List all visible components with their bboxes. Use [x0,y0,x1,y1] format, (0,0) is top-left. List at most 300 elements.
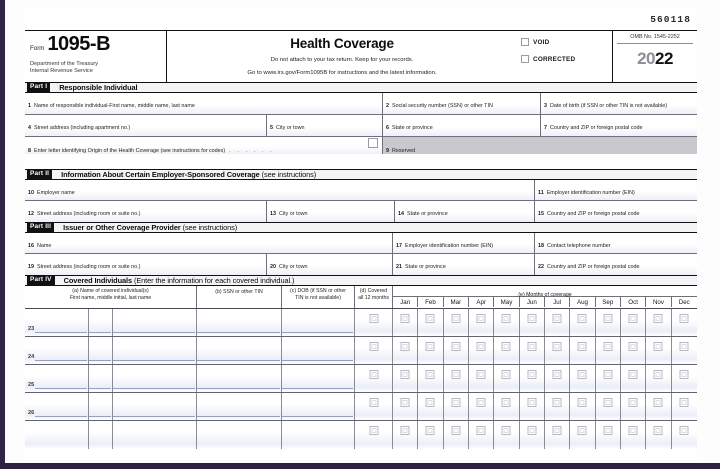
row-26-sep-checkbox[interactable] [603,398,612,407]
field-21[interactable] [393,254,535,275]
form-header [25,30,697,82]
form-subtitle-2: Go to www.irs.gov/Form1095B for instructions and the latest information. [247,70,437,76]
row-25-dob[interactable] [282,365,355,392]
row-26-sep[interactable] [596,393,621,420]
row-24-apr[interactable] [469,337,494,364]
row-24-apr-checkbox[interactable] [477,342,486,351]
row-26-jul-checkbox[interactable] [553,398,562,407]
field-1[interactable] [25,93,383,114]
row-24-dec-checkbox[interactable] [680,342,689,351]
row-23-jan[interactable] [393,309,418,336]
part1-tag: Part I [27,83,50,92]
row-23-oct-checkbox[interactable] [629,314,638,323]
row-23-jun-checkbox[interactable] [527,314,536,323]
field-11[interactable] [535,180,697,200]
row-23-covered-checkbox[interactable] [369,314,378,323]
row-23-ssn-line [197,332,280,333]
column-header-ssn: (b) SSN or other TIN [197,286,282,308]
row-26-jun-checkbox[interactable] [527,398,536,407]
row-23-jun[interactable] [520,309,545,336]
field-4[interactable] [25,115,267,136]
row-26-jul[interactable] [545,393,570,420]
row-24-name-first[interactable] [25,337,89,364]
row-23-may-checkbox[interactable] [502,314,511,323]
field-12[interactable] [25,201,267,222]
row-24-jul-checkbox[interactable] [553,342,562,351]
row-24-may-checkbox[interactable] [502,342,511,351]
row-partial-mar[interactable] [444,421,469,449]
row-26-ssn[interactable] [197,393,282,420]
row-partial-sep[interactable] [596,421,621,449]
column-header-covered-line1: (d) Covered [359,288,388,294]
tax-year [613,49,697,69]
row-25-apr[interactable] [469,365,494,392]
row-25-jul-checkbox[interactable] [553,370,562,379]
row-partial-oct-checkbox[interactable] [629,426,638,435]
row-23-apr[interactable] [469,309,494,336]
row-24-covered-checkbox[interactable] [369,342,378,351]
row-24-jun[interactable] [520,337,545,364]
field-8-label: Enter letter identifying Origin of the Health Coverage (see instructions for codes) [34,148,226,154]
field-3-number: 3 [544,103,547,109]
part2-title-note: (see instructions) [261,170,317,179]
month-header-apr: Apr [469,297,494,307]
row-26-dec[interactable] [672,393,697,420]
form-subtitle-1: Do not attach to your tax return. Keep for your records. [270,57,414,63]
column-header-dob-line2: TIN is not available) [295,294,341,301]
table-row [25,309,697,337]
row-25-may[interactable] [494,365,519,392]
part4-title-note: (Enter the information for each covered individual.) [133,276,295,285]
row-24-dob[interactable] [282,337,355,364]
table-row [25,365,697,393]
row-partial-dob[interactable] [282,421,355,449]
field-9-number: 9 [386,148,389,154]
void-row[interactable] [521,38,612,46]
field-12-label: Street address (including room or suite no.) [37,211,141,217]
row-23-name-middle[interactable] [89,309,113,336]
row-23-aug-checkbox[interactable] [578,314,587,323]
row-26-oct[interactable] [621,393,646,420]
row-25-jun[interactable] [520,365,545,392]
row-25-jan-checkbox[interactable] [401,370,410,379]
field-22-number: 22 [538,264,544,270]
form-paper [25,8,697,460]
corrected-row[interactable] [521,55,612,63]
field-4-label: Street address (including apartment no.) [34,125,131,131]
row-25-jun-checkbox[interactable] [527,370,536,379]
column-header-dob [282,286,355,308]
row-26-aug[interactable] [570,393,595,420]
row-partial-name-middle[interactable] [89,421,113,449]
field-19-label: Street address (including room or suite no.) [37,264,141,270]
row-25-sep-checkbox[interactable] [603,370,612,379]
row-25-jul[interactable] [545,365,570,392]
field-22[interactable] [535,254,697,275]
table-body [25,308,697,449]
month-header-jun: Jun [520,297,545,307]
row-24-ssn[interactable] [197,337,282,364]
field-15-label: Country and ZIP or foreign postal code [547,211,640,217]
form-identity-block [25,31,167,82]
row-24-jan-checkbox[interactable] [401,342,410,351]
column-header-name-line2: First name, middle initial, last name [69,294,152,301]
row-25-aug[interactable] [570,365,595,392]
field-17-number: 17 [396,243,402,249]
row-26-write-line [35,416,87,417]
field-row [25,254,697,275]
row-partial-dec[interactable] [672,421,697,449]
row-25-feb[interactable] [418,365,443,392]
row-26-name-middle[interactable] [89,393,113,420]
row-26-apr-checkbox[interactable] [477,398,486,407]
row-24-last-line [113,360,195,361]
field-row [25,137,697,154]
row-partial-sep-checkbox[interactable] [603,426,612,435]
row-26-jan[interactable] [393,393,418,420]
tax-year-prefix: 20 [637,49,655,68]
row-25-mar-checkbox[interactable] [451,370,460,379]
row-25-mid-line [89,388,111,389]
row-24-jan[interactable] [393,337,418,364]
part4-title-text: Covered Individuals [63,276,132,285]
row-partial-may-checkbox[interactable] [502,426,511,435]
row-26-jan-checkbox[interactable] [401,398,410,407]
row-25-name-first[interactable] [25,365,89,392]
part4-tag: Part IV [27,276,55,285]
row-24-nov[interactable] [646,337,671,364]
part4-band [25,275,697,286]
row-partial-covered-all-year[interactable] [355,421,393,449]
row-25-jan[interactable] [393,365,418,392]
field-22-label: Country and ZIP or foreign postal code [547,264,640,270]
row-number-23: 23 [28,326,35,332]
form-title-block [167,31,517,82]
row-26-may-checkbox[interactable] [502,398,511,407]
row-partial-nov[interactable] [646,421,671,449]
row-24-write-line [35,360,87,361]
field-16[interactable] [25,233,393,253]
month-header-may: May [494,297,519,307]
row-24-nov-checkbox[interactable] [654,342,663,351]
row-partial-jul[interactable] [545,421,570,449]
row-25-dec-checkbox[interactable] [680,370,689,379]
month-header-aug: Aug [570,297,595,307]
field-18[interactable] [535,233,697,253]
row-25-ssn-line [197,388,280,389]
row-25-aug-checkbox[interactable] [578,370,587,379]
row-23-dec-checkbox[interactable] [680,314,689,323]
table-row [25,337,697,365]
row-24-dob-line [282,360,353,361]
field-14-number: 14 [398,211,404,217]
row-partial-name-last[interactable] [113,421,197,449]
row-23-mar[interactable] [444,309,469,336]
field-5-label: City or town [276,125,305,131]
row-23-write-line [35,332,87,333]
form-word-label: Form [30,45,45,52]
row-25-nov-checkbox[interactable] [654,370,663,379]
field-5[interactable] [267,115,383,136]
row-25-ssn[interactable] [197,365,282,392]
table-row [25,421,697,449]
field-17[interactable] [393,233,535,253]
months-group-label: (e) Months of coverage [393,286,697,297]
column-header-name [25,286,197,308]
row-partial-name-first[interactable] [25,421,89,449]
row-24-oct-checkbox[interactable] [629,342,638,351]
row-25-may-checkbox[interactable] [502,370,511,379]
row-25-covered-checkbox[interactable] [369,370,378,379]
field-8-leader-dots: . . . . . . [229,148,275,154]
row-24-sep-checkbox[interactable] [603,342,612,351]
field-18-label: Contact telephone number [547,243,611,249]
row-23-mar-checkbox[interactable] [451,314,460,323]
row-25-dob-line [282,388,353,389]
row-23-sep-checkbox[interactable] [603,314,612,323]
field-11-number: 11 [538,190,544,196]
row-partial-feb[interactable] [418,421,443,449]
covered-individuals-table [25,286,697,449]
field-9-reserved [383,137,697,154]
row-partial-aug[interactable] [570,421,595,449]
part3-tag: Part III [27,223,54,232]
column-header-covered-all-year [355,286,393,308]
row-23-covered-all-year[interactable] [355,309,393,336]
row-26-oct-checkbox[interactable] [629,398,638,407]
row-partial-apr-checkbox[interactable] [477,426,486,435]
corrected-checkbox[interactable] [521,55,529,63]
field-13[interactable] [267,201,395,222]
row-partial-oct[interactable] [621,421,646,449]
row-23-nov[interactable] [646,309,671,336]
row-partial-mar-checkbox[interactable] [451,426,460,435]
row-24-jul[interactable] [545,337,570,364]
row-23-name-last[interactable] [113,309,197,336]
omb-block [612,31,697,82]
row-24-feb[interactable] [418,337,443,364]
row-23-apr-checkbox[interactable] [477,314,486,323]
row-23-feb[interactable] [418,309,443,336]
field-row [25,180,697,201]
row-partial-may[interactable] [494,421,519,449]
row-partial-jul-checkbox[interactable] [553,426,562,435]
field-19-number: 19 [28,264,34,270]
month-header-dec: Dec [678,299,690,306]
field-6[interactable] [383,115,541,136]
row-25-oct[interactable] [621,365,646,392]
part1-grid [25,93,697,154]
void-checkbox[interactable] [521,38,529,46]
row-23-jul[interactable] [545,309,570,336]
row-24-name-middle[interactable] [89,337,113,364]
row-23-ssn[interactable] [197,309,282,336]
corrected-label: CORRECTED [533,55,576,63]
row-26-dob[interactable] [282,393,355,420]
row-partial-apr[interactable] [469,421,494,449]
row-26-jun[interactable] [520,393,545,420]
row-26-ssn-line [197,416,280,417]
row-26-feb[interactable] [418,393,443,420]
row-partial-dec-checkbox[interactable] [680,426,689,435]
row-26-mid-line [89,416,111,417]
row-25-nov[interactable] [646,365,671,392]
row-25-name-last[interactable] [113,365,197,392]
field-6-number: 6 [386,125,389,131]
field-14[interactable] [395,201,535,222]
row-number-25: 25 [28,382,35,388]
field-10[interactable] [25,180,535,200]
row-23-aug[interactable] [570,309,595,336]
field-18-number: 18 [538,243,544,249]
row-partial-jan[interactable] [393,421,418,449]
row-23-oct[interactable] [621,309,646,336]
row-24-jun-checkbox[interactable] [527,342,536,351]
field-14-label: State or province [407,211,448,217]
form-serial-number: 560118 [650,14,691,25]
row-24-sep[interactable] [596,337,621,364]
row-26-dec-checkbox[interactable] [680,398,689,407]
field-row [25,93,697,115]
row-24-ssn-line [197,360,280,361]
field-8[interactable] [25,137,383,154]
row-25-feb-checkbox[interactable] [426,370,435,379]
row-24-may[interactable] [494,337,519,364]
row-26-aug-checkbox[interactable] [578,398,587,407]
row-24-dec[interactable] [672,337,697,364]
month-header-jul: Jul [545,297,570,307]
row-24-aug-checkbox[interactable] [578,342,587,351]
row-24-feb-checkbox[interactable] [426,342,435,351]
document-sheet [5,0,720,463]
row-23-may[interactable] [494,309,519,336]
field-13-label: City or town [279,211,308,217]
field-row [25,233,697,254]
field-8-code-box[interactable] [368,138,378,148]
row-26-name-last[interactable] [113,393,197,420]
row-26-covered-checkbox[interactable] [369,398,378,407]
row-26-dob-line [282,416,353,417]
row-23-dob[interactable] [282,309,355,336]
field-2[interactable] [383,93,541,114]
field-2-label: Social security number (SSN) or other TIN [392,103,493,109]
row-24-covered-all-year[interactable] [355,337,393,364]
field-12-number: 12 [28,211,34,217]
part2-band [25,169,697,180]
row-25-mar[interactable] [444,365,469,392]
field-15-number: 15 [538,211,544,217]
part3-title [63,223,237,232]
part1-band [25,82,697,93]
field-15[interactable] [535,201,697,222]
field-19[interactable] [25,254,267,275]
field-20-label: City or town [279,264,308,270]
field-3-label: Date of birth (if SSN or other TIN is not available) [550,103,668,109]
row-partial-aug-checkbox[interactable] [578,426,587,435]
row-24-oct[interactable] [621,337,646,364]
field-1-label: Name of responsible individual-First name, middle name, last name [34,103,195,109]
row-24-aug[interactable] [570,337,595,364]
row-26-covered-all-year[interactable] [355,393,393,420]
row-23-feb-checkbox[interactable] [426,314,435,323]
field-7-number: 7 [544,125,547,131]
row-25-last-line [113,388,195,389]
row-partial-feb-checkbox[interactable] [426,426,435,435]
row-24-mar[interactable] [444,337,469,364]
row-23-jul-checkbox[interactable] [553,314,562,323]
row-26-last-line [113,416,195,417]
row-partial-covered-checkbox[interactable] [369,426,378,435]
field-20[interactable] [267,254,393,275]
row-26-nov-checkbox[interactable] [654,398,663,407]
row-partial-jun[interactable] [520,421,545,449]
row-partial-jan-checkbox[interactable] [401,426,410,435]
field-13-number: 13 [270,211,276,217]
row-23-nov-checkbox[interactable] [654,314,663,323]
field-3[interactable] [541,93,697,114]
column-header-covered-line2: all 12 months [358,294,389,301]
field-21-label: State or province [405,264,446,270]
row-24-mar-checkbox[interactable] [451,342,460,351]
row-25-dec[interactable] [672,365,697,392]
row-26-name-first[interactable] [25,393,89,420]
part3-title-note: (see instructions) [182,223,238,232]
row-partial-jun-checkbox[interactable] [527,426,536,435]
row-26-may[interactable] [494,393,519,420]
field-row [25,201,697,222]
field-6-label: State or province [392,125,433,131]
month-header-sep: Sep [596,297,621,307]
agency-line-1: Department of the Treasury [30,61,99,67]
column-header-dob-line1: (c) DOB (if SSN or other [290,288,346,294]
part3-band [25,222,697,233]
row-25-sep[interactable] [596,365,621,392]
row-25-name-middle[interactable] [89,365,113,392]
row-25-covered-all-year[interactable] [355,365,393,392]
row-partial-nov-checkbox[interactable] [654,426,663,435]
field-16-label: Name [37,243,52,249]
form-number: 1095-B [47,33,111,55]
table-row [25,393,697,421]
field-4-number: 4 [28,125,31,131]
field-16-number: 16 [28,243,34,249]
omb-number: OMB No. 1545-2252 [617,31,693,44]
row-23-sep[interactable] [596,309,621,336]
row-24-name-last[interactable] [113,337,197,364]
row-number-26: 26 [28,410,35,416]
row-23-dec[interactable] [672,309,697,336]
part2-title [61,170,316,179]
field-row [25,115,697,137]
row-partial-ssn[interactable] [197,421,282,449]
row-25-oct-checkbox[interactable] [629,370,638,379]
field-9-label: Reserved [392,148,416,154]
row-26-nov[interactable] [646,393,671,420]
row-26-feb-checkbox[interactable] [426,398,435,407]
row-26-mar[interactable] [444,393,469,420]
row-25-apr-checkbox[interactable] [477,370,486,379]
field-2-number: 2 [386,103,389,109]
month-header-oct: Oct [621,297,646,307]
month-header-mar: Mar [444,297,469,307]
row-23-name-first[interactable] [25,309,89,336]
field-7[interactable] [541,115,697,136]
row-26-apr[interactable] [469,393,494,420]
row-26-mar-checkbox[interactable] [451,398,460,407]
row-23-jan-checkbox[interactable] [401,314,410,323]
void-label: VOID [533,38,550,46]
field-8-number: 8 [28,148,31,154]
